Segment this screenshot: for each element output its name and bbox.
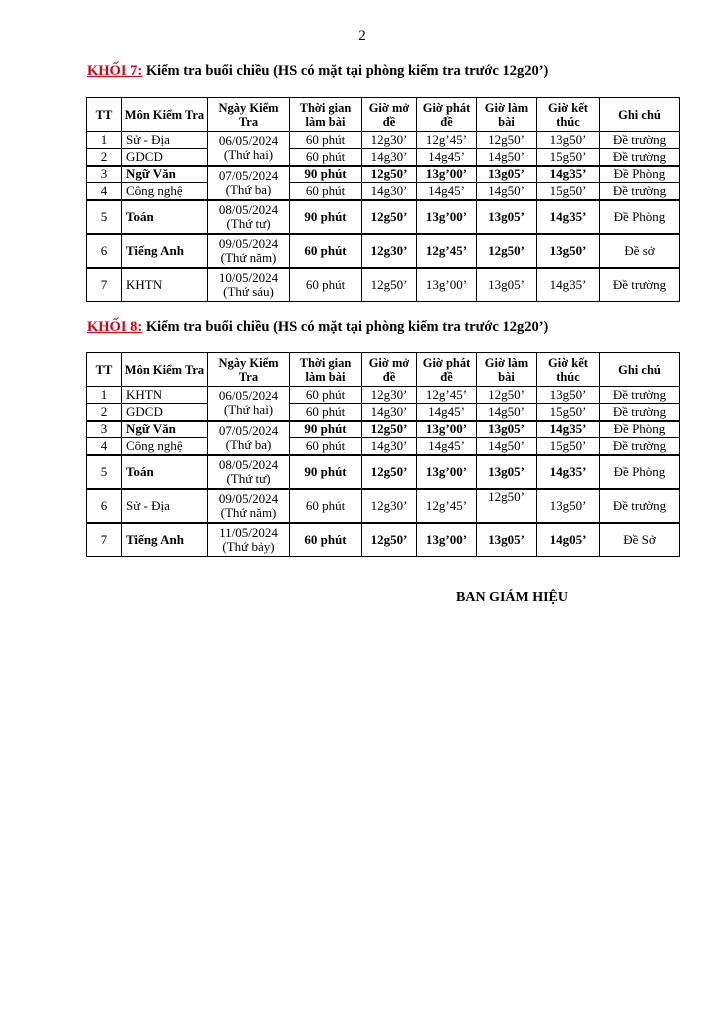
- cell-date: [208, 421, 290, 455]
- cell-tt: 5: [87, 455, 122, 489]
- cell-duration: 60 phút: [290, 234, 362, 268]
- cell-note: Đề trường: [600, 489, 680, 523]
- cell-tt: 2: [87, 149, 122, 166]
- cell-duration: 60 phút: [290, 183, 362, 200]
- cell-distribute-time: 12g’45’: [417, 387, 477, 404]
- col-header-thoigian: Thời gian làm bài: [290, 98, 362, 132]
- cell-distribute-time: 13g’00’: [417, 200, 477, 234]
- table-row: [87, 421, 680, 438]
- table-row: [87, 149, 680, 166]
- cell-start-time: 13g05’: [477, 523, 537, 557]
- weekday-value: (Thứ năm): [220, 249, 277, 265]
- cell-distribute-time: 12g’45’: [417, 132, 477, 149]
- col-header-ngay: Ngày Kiểm Tra: [208, 98, 290, 132]
- cell-note: Đề Sở: [600, 523, 680, 557]
- cell-note: Đề trường: [600, 268, 680, 302]
- khoi7-heading: [87, 63, 548, 80]
- col-header-gio-lam-bai: Giờ làm bài: [477, 353, 537, 387]
- cell-open-time: 12g30’: [362, 234, 417, 268]
- table-row: [87, 387, 680, 404]
- cell-subject: Công nghệ: [122, 438, 208, 455]
- cell-note: Đề trường: [600, 149, 680, 166]
- cell-duration: 60 phút: [290, 268, 362, 302]
- cell-distribute-time: 14g45’: [417, 149, 477, 166]
- cell-tt: 6: [87, 234, 122, 268]
- cell-end-time: 14g35’: [537, 200, 600, 234]
- weekday-value: (Thứ tư): [226, 470, 271, 486]
- cell-distribute-time: 14g45’: [417, 404, 477, 421]
- cell-start-time: 14g50’: [477, 149, 537, 166]
- weekday-value: (Thứ hai): [223, 147, 274, 163]
- khoi7-schedule-table: [86, 97, 680, 302]
- cell-distribute-time: 13g’00’: [417, 166, 477, 183]
- table-row: [87, 183, 680, 200]
- cell-date: [208, 455, 290, 489]
- cell-tt: 2: [87, 404, 122, 421]
- khoi8-title: Kiểm tra buổi chiều (HS có mặt tại phòng kiểm tra trước 12g20’): [142, 319, 549, 335]
- cell-open-time: 12g50’: [362, 166, 417, 183]
- cell-note: Đề sở: [600, 234, 680, 268]
- cell-tt: 4: [87, 438, 122, 455]
- cell-subject: Sử - Địa: [122, 132, 208, 149]
- cell-date: [208, 268, 290, 302]
- cell-tt: 3: [87, 166, 122, 183]
- table-row: [87, 166, 680, 183]
- cell-date: [208, 200, 290, 234]
- date-value: 07/05/2024: [218, 422, 279, 438]
- col-header-gio-ket-thuc: Giờ kết thúc: [537, 353, 600, 387]
- cell-note: Đề Phòng: [600, 421, 680, 438]
- cell-open-time: 12g50’: [362, 455, 417, 489]
- cell-start-time: 14g50’: [477, 183, 537, 200]
- cell-end-time: 15g50’: [537, 438, 600, 455]
- cell-start-time: 12g50’: [477, 132, 537, 149]
- cell-end-time: 14g35’: [537, 166, 600, 183]
- cell-duration: 90 phút: [290, 421, 362, 438]
- table-row: [87, 455, 680, 489]
- signature-block: BAN GIÁM HIỆU: [456, 590, 569, 605]
- table-row: [87, 268, 680, 302]
- cell-tt: 4: [87, 183, 122, 200]
- khoi8-label: KHỐI 8:: [87, 319, 143, 335]
- cell-open-time: 12g50’: [362, 200, 417, 234]
- cell-note: Đề trường: [600, 183, 680, 200]
- date-value: 07/05/2024: [218, 167, 279, 183]
- col-header-gio-phat-de: Giờ phát đề: [417, 98, 477, 132]
- khoi7-title: Kiểm tra buổi chiều (HS có mặt tại phòng kiểm tra trước 12g20’): [142, 63, 549, 79]
- cell-subject: Sử - Địa: [122, 489, 208, 523]
- cell-distribute-time: 14g45’: [417, 183, 477, 200]
- cell-open-time: 12g30’: [362, 489, 417, 523]
- table-header-row: [87, 98, 680, 132]
- cell-distribute-time: 13g’00’: [417, 523, 477, 557]
- cell-tt: 3: [87, 421, 122, 438]
- weekday-value: (Thứ ba): [225, 436, 272, 452]
- cell-duration: 60 phút: [290, 438, 362, 455]
- cell-tt: 1: [87, 132, 122, 149]
- khoi8-schedule-table: [86, 352, 680, 557]
- cell-distribute-time: 12g’45’: [417, 489, 477, 523]
- table-header-row: [87, 353, 680, 387]
- cell-end-time: 13g50’: [537, 387, 600, 404]
- cell-open-time: 14g30’: [362, 404, 417, 421]
- cell-open-time: 12g50’: [362, 268, 417, 302]
- table-row: [87, 404, 680, 421]
- cell-end-time: 14g35’: [537, 268, 600, 302]
- cell-distribute-time: 13g’00’: [417, 421, 477, 438]
- cell-start-time: 14g50’: [477, 438, 537, 455]
- cell-tt: 6: [87, 489, 122, 523]
- cell-end-time: 13g50’: [537, 234, 600, 268]
- table-row: [87, 234, 680, 268]
- cell-open-time: 12g30’: [362, 387, 417, 404]
- cell-note: Đề trường: [600, 404, 680, 421]
- cell-distribute-time: 12g’45’: [417, 234, 477, 268]
- cell-distribute-time: 14g45’: [417, 438, 477, 455]
- cell-date: [208, 489, 290, 523]
- weekday-value: (Thứ hai): [223, 402, 274, 418]
- cell-open-time: 12g30’: [362, 132, 417, 149]
- cell-subject: KHTN: [122, 387, 208, 404]
- cell-start-time: 14g50’: [477, 404, 537, 421]
- cell-distribute-time: 13g’00’: [417, 268, 477, 302]
- cell-open-time: 14g30’: [362, 149, 417, 166]
- khoi7-label: KHỐI 7:: [87, 63, 143, 79]
- cell-duration: 60 phút: [290, 404, 362, 421]
- col-header-ghi-chu: Ghi chú: [600, 353, 680, 387]
- khoi8-heading: [87, 319, 548, 336]
- date-value: 08/05/2024: [218, 201, 279, 217]
- cell-open-time: 14g30’: [362, 438, 417, 455]
- cell-subject: Toán: [122, 200, 208, 234]
- table-row: [87, 438, 680, 455]
- cell-date: [208, 166, 290, 200]
- cell-duration: 60 phút: [290, 132, 362, 149]
- cell-note: Đề trường: [600, 132, 680, 149]
- cell-subject: Ngữ Văn: [122, 166, 208, 183]
- col-header-gio-lam-bai: Giờ làm bài: [477, 98, 537, 132]
- date-value: 10/05/2024: [218, 269, 279, 285]
- col-header-gio-mo-de: Giờ mở đề: [362, 98, 417, 132]
- date-value: 09/05/2024: [218, 490, 279, 506]
- cell-distribute-time: 13g’00’: [417, 455, 477, 489]
- weekday-value: (Thứ bảy): [222, 538, 275, 554]
- cell-open-time: 12g50’: [362, 523, 417, 557]
- cell-end-time: 14g35’: [537, 421, 600, 438]
- cell-duration: 90 phút: [290, 200, 362, 234]
- col-header-thoigian: Thời gian làm bài: [290, 353, 362, 387]
- col-header-gio-phat-de: Giờ phát đề: [417, 353, 477, 387]
- table-row: [87, 489, 680, 523]
- cell-duration: 90 phút: [290, 455, 362, 489]
- cell-subject: Công nghệ: [122, 183, 208, 200]
- cell-open-time: 12g50’: [362, 421, 417, 438]
- table-row: [87, 200, 680, 234]
- cell-end-time: 15g50’: [537, 149, 600, 166]
- col-header-mon: Môn Kiểm Tra: [122, 353, 208, 387]
- cell-date: [208, 387, 290, 421]
- cell-duration: 60 phút: [290, 149, 362, 166]
- cell-subject: KHTN: [122, 268, 208, 302]
- cell-end-time: 14g05’: [537, 523, 600, 557]
- date-value: 08/05/2024: [218, 456, 279, 472]
- cell-start-time: 12g50’: [477, 387, 537, 404]
- col-header-tt: TT: [87, 353, 122, 387]
- col-header-ngay: Ngày Kiểm Tra: [208, 353, 290, 387]
- cell-start-time: 13g05’: [477, 268, 537, 302]
- cell-subject: Toán: [122, 455, 208, 489]
- cell-date: [208, 234, 290, 268]
- cell-tt: 5: [87, 200, 122, 234]
- date-value: 06/05/2024: [218, 133, 279, 149]
- weekday-value: (Thứ ba): [225, 181, 272, 197]
- date-value: 11/05/2024: [219, 524, 278, 540]
- col-header-gio-mo-de: Giờ mở đề: [362, 353, 417, 387]
- cell-subject: GDCD: [122, 149, 208, 166]
- cell-start-time: 13g05’: [477, 421, 537, 438]
- cell-end-time: 15g50’: [537, 183, 600, 200]
- cell-start-time: 12g50’: [477, 234, 537, 268]
- weekday-value: (Thứ tư): [226, 215, 271, 231]
- cell-duration: 90 phút: [290, 166, 362, 183]
- weekday-value: (Thứ sáu): [223, 283, 274, 299]
- cell-start-time: 13g05’: [477, 200, 537, 234]
- cell-tt: 7: [87, 523, 122, 557]
- cell-duration: 60 phút: [290, 387, 362, 404]
- cell-end-time: 15g50’: [537, 404, 600, 421]
- cell-note: Đề trường: [600, 387, 680, 404]
- cell-note: Đề trường: [600, 438, 680, 455]
- date-value: 09/05/2024: [218, 235, 279, 251]
- cell-note: Đề Phòng: [600, 455, 680, 489]
- cell-tt: 7: [87, 268, 122, 302]
- cell-end-time: 13g50’: [537, 489, 600, 523]
- col-header-mon: Môn Kiểm Tra: [122, 98, 208, 132]
- page-number: 2: [358, 28, 366, 44]
- cell-subject: Tiếng Anh: [122, 523, 208, 557]
- table-row: [87, 132, 680, 149]
- cell-end-time: 13g50’: [537, 132, 600, 149]
- weekday-value: (Thứ năm): [220, 504, 277, 520]
- cell-tt: 1: [87, 387, 122, 404]
- cell-date: [208, 523, 290, 557]
- cell-end-time: 14g35’: [537, 455, 600, 489]
- col-header-tt: TT: [87, 98, 122, 132]
- cell-subject: Tiếng Anh: [122, 234, 208, 268]
- cell-duration: 60 phút: [290, 523, 362, 557]
- cell-start-time: 13g05’: [477, 455, 537, 489]
- cell-note: Đề Phòng: [600, 200, 680, 234]
- cell-note: Đề Phòng: [600, 166, 680, 183]
- cell-duration: 60 phút: [290, 489, 362, 523]
- cell-start-time: 13g05’: [477, 166, 537, 183]
- cell-subject: Ngữ Văn: [122, 421, 208, 438]
- cell-date: [208, 132, 290, 166]
- col-header-gio-ket-thuc: Giờ kết thúc: [537, 98, 600, 132]
- col-header-ghi-chu: Ghi chú: [600, 98, 680, 132]
- date-value: 06/05/2024: [218, 388, 279, 404]
- table-row: [87, 523, 680, 557]
- cell-subject: GDCD: [122, 404, 208, 421]
- cell-open-time: 14g30’: [362, 183, 417, 200]
- cell-start-time: 12g50’: [477, 489, 537, 523]
